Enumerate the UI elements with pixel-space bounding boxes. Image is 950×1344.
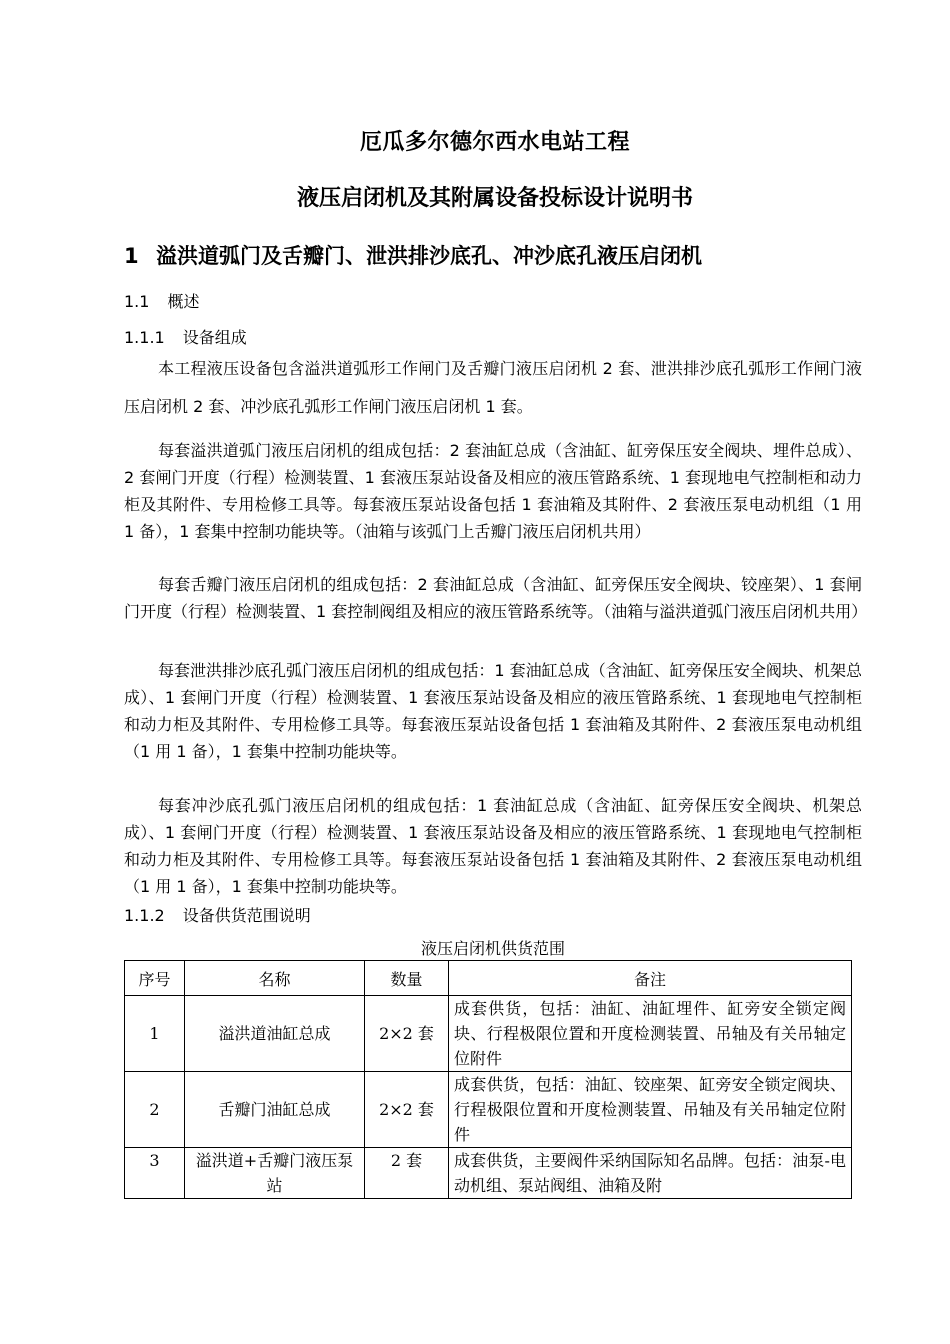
table-row — [125, 1072, 852, 1148]
paragraph-spillway-gate: 每套溢洪道弧门液压启闭机的组成包括：2 套油缸总成（含油缸、缸旁保压安全阀块、埋件总成）、2 套闸门开度（行程）检测装置、1 套液压泵站设备及相应的液压管路系统、1 套现地电气控制柜和动力柜及其附件、专用检修工具等。每套液压泵站设备包括 1 套油箱及其附件、2 套液压泵电动机组（1 用 1 备），1 套集中控制功能块等。（油箱与该弧门上舌瓣门液压启闭机共用） — [124, 441, 862, 541]
section-title: 溢洪道弧门及舌瓣门、泄洪排沙底孔、冲沙底孔液压启闭机 — [156, 244, 702, 268]
cell-qty: 2 套 — [365, 1148, 449, 1199]
section-number: 1.1 — [124, 292, 150, 311]
section-1-1-heading — [124, 289, 199, 312]
table-caption: 液压启闭机供货范围 — [420, 939, 565, 958]
paragraph-overview: 本工程液压设备包含溢洪道弧形工作闸门及舌瓣门液压启闭机 2 套、泄洪排沙底孔弧形工作闸门液压启闭机 2 套、冲沙底孔弧形工作闸门液压启闭机 1 套。 — [124, 359, 862, 416]
cell-qty: 2×2 套 — [365, 1072, 449, 1148]
table-header-row — [125, 961, 852, 996]
cell-note: 成套供货，包括：油缸、油缸埋件、缸旁安全锁定阀块、行程极限位置和开度检测装置、吊轴及有关吊轴定位附件 — [449, 996, 852, 1072]
section-title: 设备组成 — [182, 328, 247, 347]
paragraph-sediment-outlet: 每套泄洪排沙底孔弧门液压启闭机的组成包括：1 套油缸总成（含油缸、缸旁保压安全阀块、机架总成）、1 套闸门开度（行程）检测装置、1 套液压泵站设备及相应的液压管路系统、1 套现地电气控制柜和动力柜及其附件、专用检修工具等。每套液压泵站设备包括 1 套油箱及其附件、2 套液压泵电动机组（1 用 1 备），1 套集中控制功能块等。 — [124, 661, 862, 761]
table-row — [125, 996, 852, 1072]
supply-scope-table — [124, 960, 852, 1199]
section-number: 1.1.2 — [124, 906, 165, 925]
cell-note — [449, 1148, 852, 1199]
column-header-name: 名称 — [185, 961, 365, 996]
cell-no: 2 — [125, 1072, 185, 1148]
section-1-1-1-heading — [124, 325, 247, 348]
paragraph-flushing-outlet: 每套冲沙底孔弧门液压启闭机的组成包括：1 套油缸总成（含油缸、缸旁保压安全阀块、机架总成）、1 套闸门开度（行程）检测装置、1 套液压泵站设备及相应的液压管路系统、1 套现地电气控制柜和动力柜及其附件、专用检修工具等。每套液压泵站设备包括 1 套油箱及其附件、2 套液压泵电动机组（1 用 1 备），1 套集中控制功能块等。 — [124, 796, 862, 896]
column-header-note: 备注 — [449, 961, 852, 996]
paragraph-flap-gate: 每套舌瓣门液压启闭机的组成包括：2 套油缸总成（含油缸、缸旁保压安全阀块、铰座架）、1 套闸门开度（行程）检测装置、1 套控制阀组及相应的液压管路系统等。（油箱与溢洪道弧门液压启闭机共用） — [124, 575, 868, 621]
document-title: 厄瓜多尔德尔西水电站工程 — [359, 130, 630, 155]
section-title: 设备供货范围说明 — [182, 906, 311, 925]
section-title: 概述 — [167, 292, 200, 311]
section-number: 1.1.1 — [124, 328, 165, 347]
document-subtitle: 液压启闭机及其附属设备投标设计说明书 — [296, 186, 693, 211]
cell-no: 1 — [125, 996, 185, 1072]
cell-name: 舌瓣门油缸总成 — [185, 1072, 365, 1148]
cell-no: 3 — [125, 1148, 185, 1199]
column-header-no: 序号 — [125, 961, 185, 996]
cell-name: 溢洪道油缸总成 — [185, 996, 365, 1072]
column-header-qty: 数量 — [365, 961, 449, 996]
section-1-heading — [124, 240, 702, 270]
cell-name: 溢洪道+舌瓣门液压泵站 — [185, 1148, 365, 1199]
cell-qty: 2×2 套 — [365, 996, 449, 1072]
cell-note: 成套供货，包括：油缸、铰座架、缸旁安全锁定阀块、行程极限位置和开度检测装置、吊轴及有关吊轴定位附件 — [449, 1072, 852, 1148]
section-number: 1 — [124, 244, 139, 268]
section-1-1-2-heading — [124, 903, 311, 926]
cell-note-text: 成套供货，主要阀件采纳国际知名品牌。包括：油泵-电动机组、泵站阀组、油箱及附 — [454, 1151, 846, 1195]
table-row — [125, 1148, 852, 1199]
